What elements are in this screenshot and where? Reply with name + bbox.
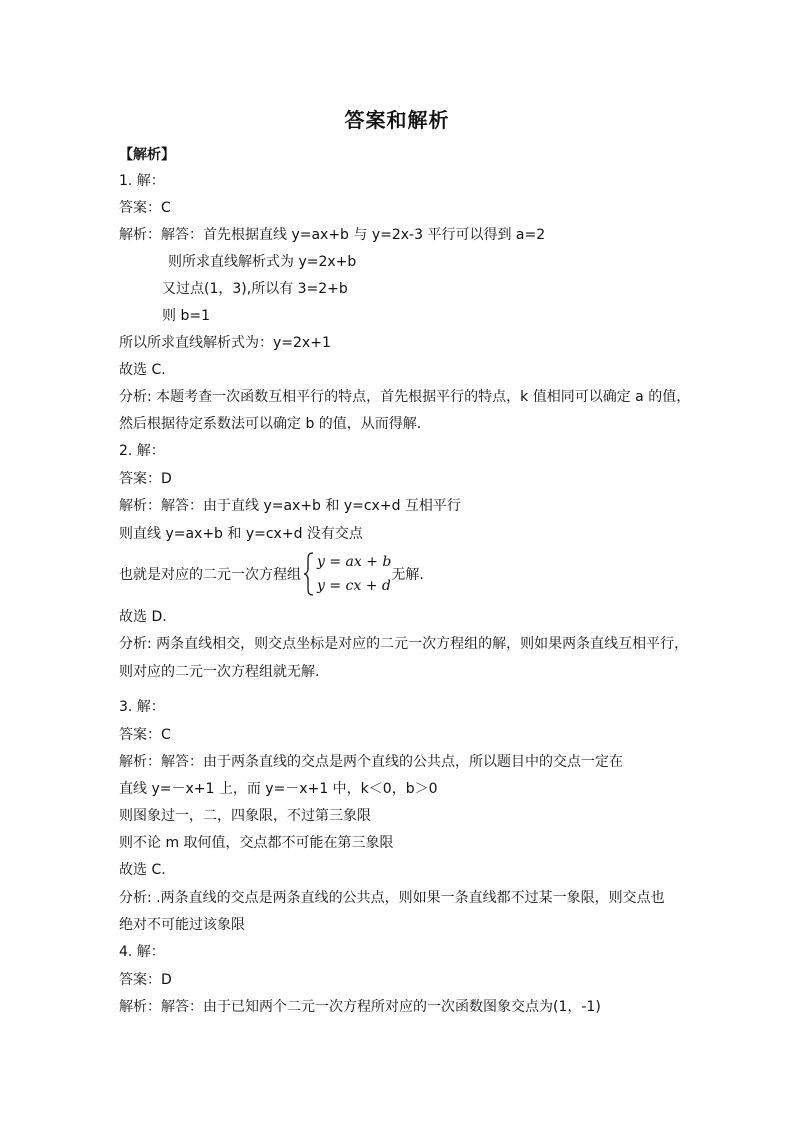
- section-header: 【解析】: [119, 147, 175, 163]
- equation-2: y = cx + d: [317, 578, 391, 594]
- left-brace-icon: [303, 552, 315, 596]
- q3-solution-line-2: 直线 y=－x+1 上，而 y=－x+1 中，k＜0，b＞0: [119, 781, 438, 797]
- q1-solution-line-5: 所以所求直线解析式为：y=2x+1: [119, 335, 331, 351]
- q2-analysis-line-1: 分析: 两条直线相交，则交点坐标是对应的二元一次方程组的解，则如果两条直线互相平行，: [119, 636, 689, 652]
- q1-solution-line-3: 又过点(1，3),所以有 3=2+b: [162, 281, 348, 297]
- equation-1: y = ax + b: [317, 554, 392, 570]
- q1-analysis-line-1: 分析: 本题考查一次函数互相平行的特点，首先根据平行的特点，k 值相同可以确定 a 的值，: [119, 389, 691, 405]
- q3-solution-line-1: 解析：解答：由于两条直线的交点是两个直线的公共点，所以题目中的交点一定在: [119, 754, 623, 770]
- q3-analysis-line-1: 分析: .两条直线的交点是两条直线的公共点，则如果一条直线都不过某一象限，则交点也: [119, 890, 665, 906]
- q3-heading: 3. 解：: [119, 699, 165, 715]
- q1-analysis-line-2: 然后根据待定系数法可以确定 b 的值，从而得解.: [119, 416, 422, 432]
- q3-answer: 答案：C: [119, 727, 171, 743]
- q1-solution-line-2: 则所求直线解析式为 y=2x+b: [168, 254, 357, 270]
- equation-system-line: [119, 552, 424, 596]
- q3-solution-line-4: 则不论 m 取何值，交点都不可能在第三象限: [119, 835, 394, 851]
- q3-solution-line-3: 则图象过一，二，四象限，不过第三象限: [119, 808, 371, 824]
- q4-solution-line-1: 解析：解答：由于已知两个二元一次方程所对应的一次函数图象交点为(1，-1): [119, 999, 601, 1015]
- q2-solution-line-2: 则直线 y=ax+b 和 y=cx+d 没有交点: [119, 526, 363, 542]
- q4-answer: 答案：D: [119, 972, 172, 988]
- q2-choice: 故选 D.: [119, 609, 167, 625]
- q2-heading: 2. 解：: [119, 443, 165, 459]
- q1-heading: 1. 解：: [119, 173, 165, 189]
- q2-answer: 答案：D: [119, 471, 172, 487]
- q1-choice: 故选 C.: [119, 362, 166, 378]
- q1-solution-line-4: 则 b=1: [162, 308, 210, 324]
- page-title: 答案和解析: [344, 108, 450, 132]
- equation-stack: [317, 552, 391, 596]
- q4-heading: 4. 解：: [119, 944, 165, 960]
- q2-solution-line-1: 解析：解答：由于直线 y=ax+b 和 y=cx+d 互相平行: [119, 498, 461, 514]
- q1-solution-line-1: 解析：解答：首先根据直线 y=ax+b 与 y=2x-3 平行可以得到 a=2: [119, 227, 546, 243]
- q1-answer: 答案：C: [119, 200, 171, 216]
- q2-analysis-line-2: 则对应的二元一次方程组就无解.: [119, 664, 320, 680]
- equation-system-prefix: 也就是对应的二元一次方程组: [119, 567, 301, 583]
- equation-system-suffix: 无解.: [391, 567, 424, 583]
- q3-choice: 故选 C.: [119, 862, 166, 878]
- q3-analysis-line-2: 绝对不可能过该象限: [119, 917, 245, 933]
